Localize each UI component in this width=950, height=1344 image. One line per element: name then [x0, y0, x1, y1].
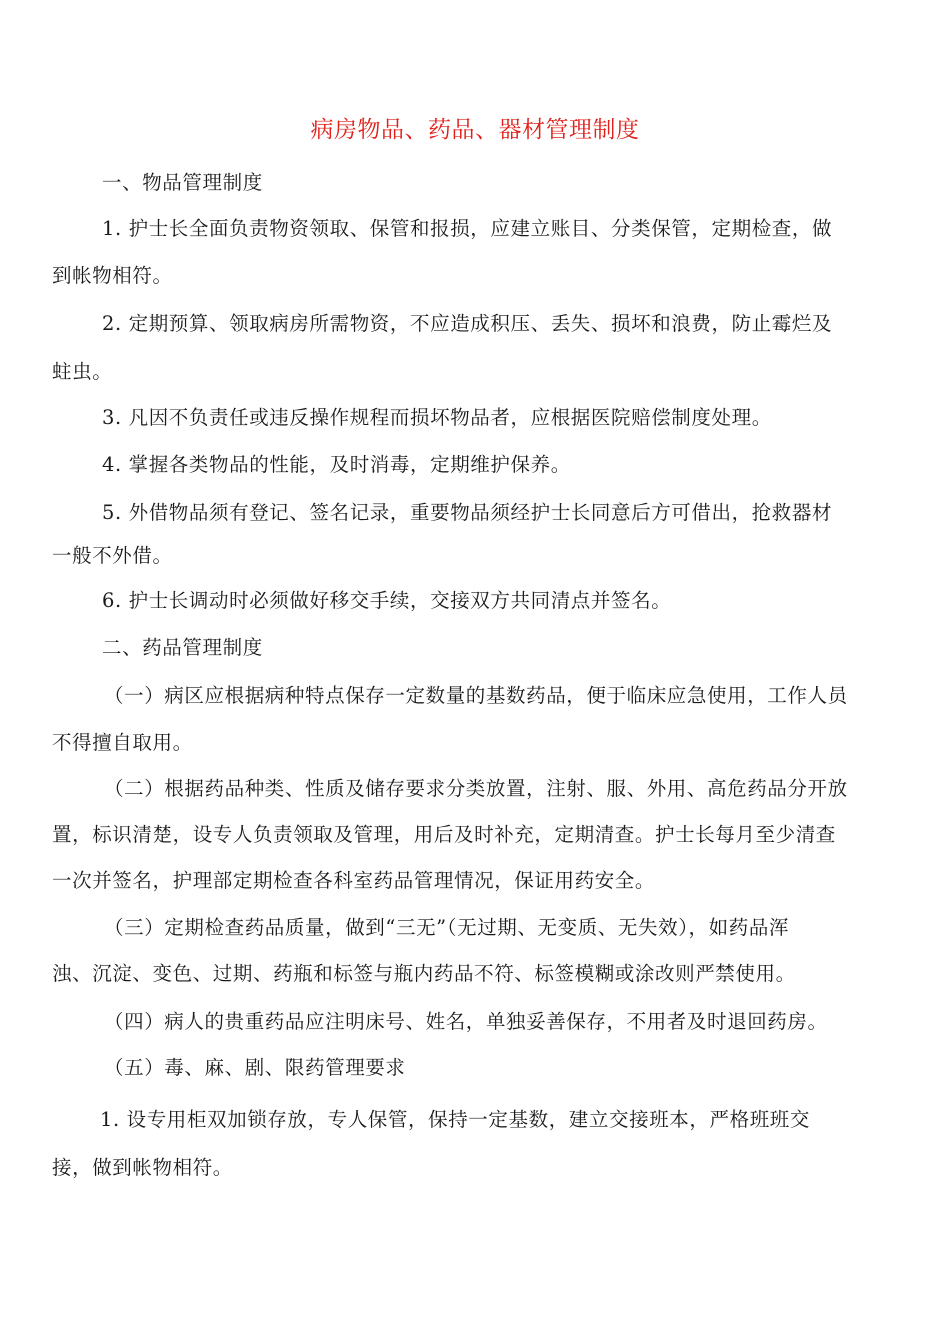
subsection-heading: （五）毒、麻、剧、限药管理要求	[104, 1056, 406, 1079]
paragraph-line: 5. 外借物品须有登记、签名记录，重要物品须经护士长同意后方可借出，抢救器材	[102, 501, 833, 524]
paragraph-line: （四）病人的贵重药品应注明床号、姓名，单独妥善保存，不用者及时退回药房。	[104, 1010, 828, 1033]
paragraph-line: （一）病区应根据病种特点保存一定数量的基数药品，便于临床应急使用，工作人员	[104, 684, 848, 707]
paragraph-line: （二）根据药品种类、性质及储存要求分类放置，注射、服、外用、高危药品分开放	[104, 777, 848, 800]
paragraph-line: 2. 定期预算、领取病房所需物资，不应造成积压、丢失、损坏和浪费，防止霉烂及	[102, 312, 833, 335]
paragraph-line: （三）定期检查药品质量，做到“三无”（无过期、无变质、无失效），如药品浑	[104, 916, 790, 939]
paragraph-line: 4. 掌握各类物品的性能，及时消毒，定期维护保养。	[102, 453, 571, 476]
paragraph-line: 3. 凡因不负责任或违反操作规程而损坏物品者，应根据医院赔偿制度处理。	[102, 406, 772, 429]
paragraph-line: 接，做到帐物相符。	[52, 1156, 233, 1179]
section-heading-items: 一、物品管理制度	[102, 171, 263, 194]
paragraph-line: 一般不外借。	[52, 544, 173, 567]
paragraph-line: 置，标识清楚，设专人负责领取及管理，用后及时补充，定期清查。护士长每月至少清查	[52, 823, 836, 846]
paragraph-line: 1. 护士长全面负责物资领取、保管和报损，应建立账目、分类保管，定期检查，做	[102, 217, 833, 240]
paragraph-line: 1. 设专用柜双加锁存放，专人保管，保持一定基数，建立交接班本，严格班班交	[100, 1108, 811, 1131]
paragraph-line: 浊、沉淀、变色、过期、药瓶和标签与瓶内药品不符、标签模糊或涂改则严禁使用。	[52, 962, 796, 985]
paragraph-line: 蛀虫。	[52, 360, 113, 383]
paragraph-line: 到帐物相符。	[52, 264, 173, 287]
section-heading-medicines: 二、药品管理制度	[102, 636, 263, 659]
paragraph-line: 一次并签名，护理部定期检查各科室药品管理情况，保证用药安全。	[52, 869, 656, 892]
document-title: 病房物品、药品、器材管理制度	[310, 117, 640, 143]
paragraph-line: 不得擅自取用。	[52, 731, 193, 754]
paragraph-line: 6. 护士长调动时必须做好移交手续，交接双方共同清点并签名。	[102, 589, 672, 612]
